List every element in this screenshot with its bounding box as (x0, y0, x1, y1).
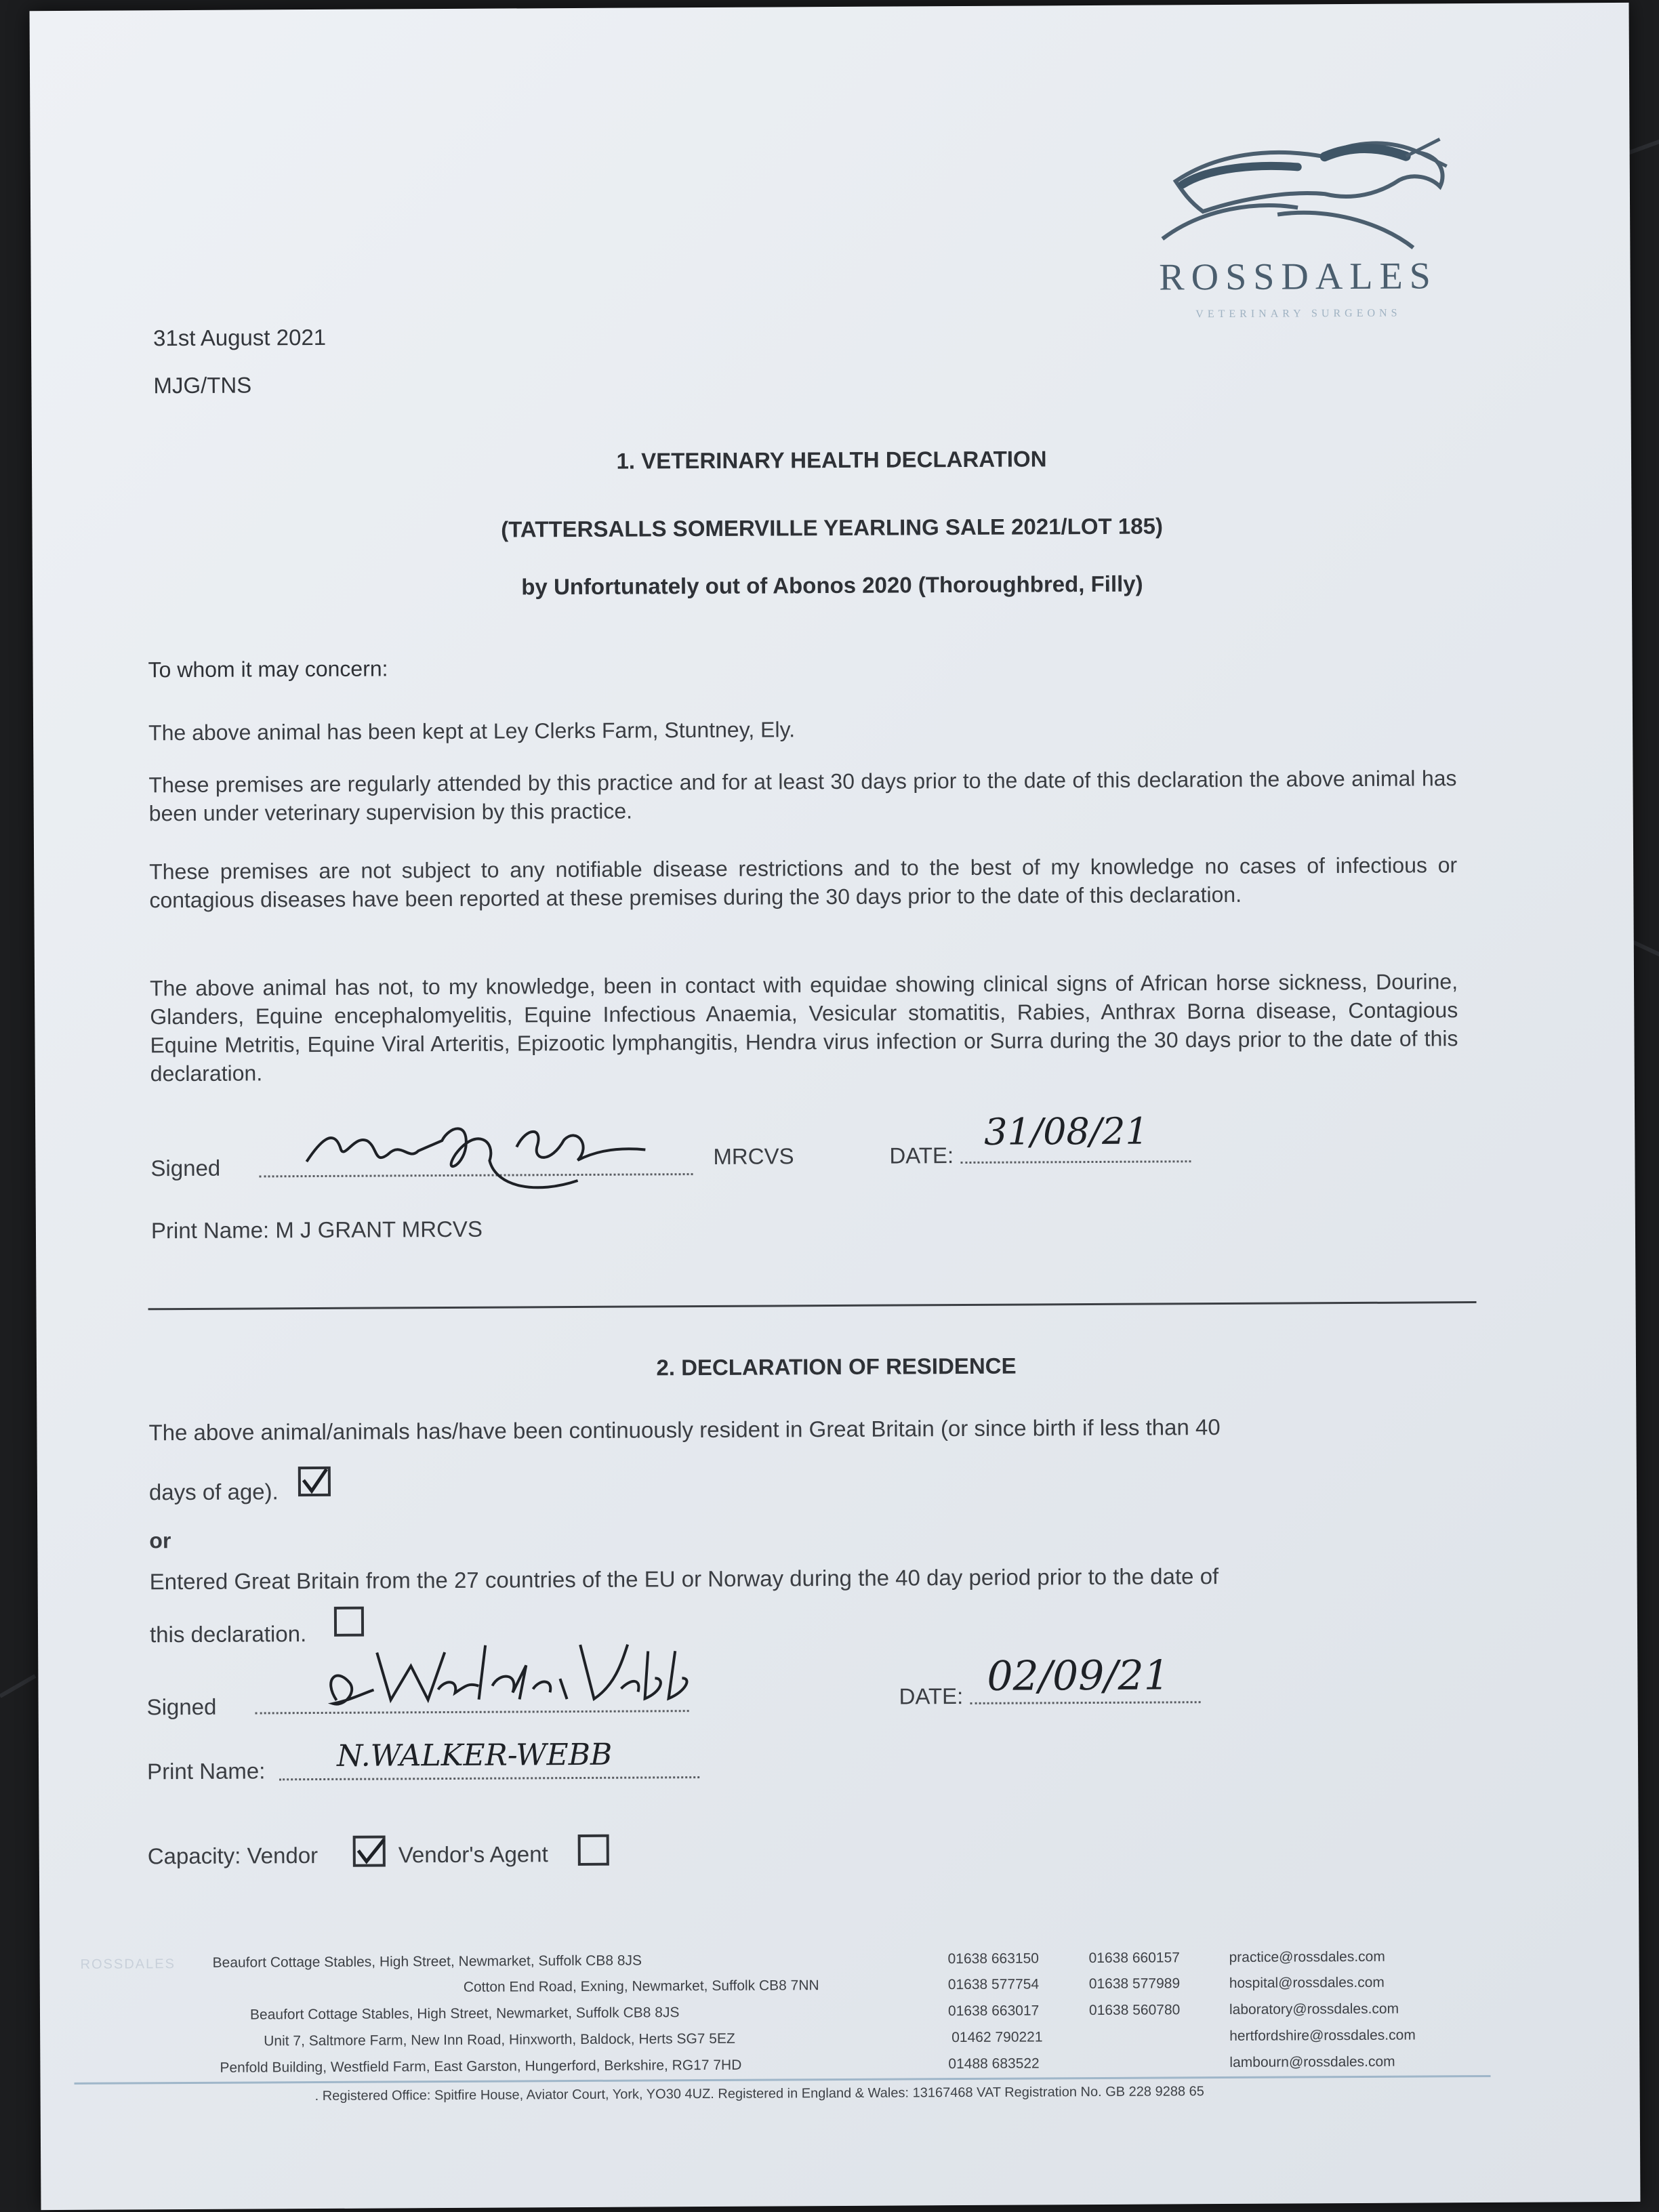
footer-email-2[interactable]: hospital@rossdales.com (1229, 1974, 1385, 1991)
capacity-vendor-label: Capacity: Vendor (147, 1843, 319, 1869)
company-tagline: VETERINARY SURGEONS (1195, 307, 1401, 321)
paragraph-supervision: These premises are regularly attended by this practice and for at least 30 days prior to the date of this declaration the above animal has been under veterinary supervision by this practice. (148, 766, 1457, 826)
vet-signature (293, 1099, 673, 1195)
vendor-signature (295, 1624, 716, 1721)
paragraph-contact-diseases: The above animal has not, to my knowledge, been in contact with equidae showing clinical signs of African horse sickness, Dourine, Glanders, Equine encephalomyelitis, Equine Infectious Anaemia, Vesicular stomatitis, Rabies, Anthrax Borna disease, Contagious Equine Metritis, Equine Viral Arteritis, Epizootic lymphangitis, Hendra virus infection or Surra during the 30 days prior to the date of this declaration. (149, 969, 1458, 1086)
residence-option2-line2: this declaration. (149, 1621, 307, 1647)
footer-divider (75, 2075, 1491, 2085)
paragraph-premises: The above animal has been kept at Ley Clerks Farm, Stuntney, Ely. (148, 717, 796, 745)
letter-reference: MJG/TNS (153, 372, 252, 398)
footer-tel1-2: 01638 577754 (947, 1976, 1040, 1993)
section-divider (148, 1301, 1477, 1310)
footer-email-5[interactable]: lambourn@rossdales.com (1229, 2053, 1395, 2070)
section1-date-label: DATE: (889, 1143, 954, 1168)
document-page (30, 3, 1641, 2210)
footer-faint-branding: ROSSDALES (80, 1957, 176, 1972)
section2-date-line (970, 1701, 1201, 1704)
footer-address-4: Unit 7, Saltmore Farm, New Inn Road, Hinxworth, Baldock, Herts SG7 5EZ (264, 2030, 735, 2049)
paragraph-disease-restrictions: These premises are not subject to any notifiable disease restrictions and to the best of my knowledge no cases of infectious or contagious diseases have been reported at these premises during the 30 days prior to the date of this declaration. (149, 853, 1458, 913)
footer-tel2-3: 01638 560780 (1088, 2002, 1181, 2019)
section1-print-name: Print Name: M J GRANT MRCVS (150, 1216, 483, 1244)
company-name: ROSSDALES (1159, 255, 1438, 299)
vendor-agent-label: Vendor's Agent (398, 1841, 548, 1868)
footer-tel1-1: 01638 663150 (947, 1950, 1039, 1967)
residence-option1-line2: days of age). (148, 1479, 279, 1505)
footer-tel1-4: 01462 790221 (951, 2029, 1043, 2046)
section2-date-label: DATE: (899, 1683, 964, 1709)
residence-option1-line1: The above animal/animals has/have been continuously resident in Great Britain (or since birth if less than 40 (148, 1414, 1221, 1446)
section2-title: 2. DECLARATION OF RESIDENCE (656, 1353, 1017, 1380)
checkmark-icon (298, 1467, 331, 1496)
residence-option1-checkbox[interactable] (298, 1467, 331, 1496)
section2-print-name-line (279, 1776, 699, 1780)
section2-print-name-value: N.WALKER-WEBB (336, 1737, 613, 1774)
section2-signed-label: Signed (146, 1694, 217, 1720)
section1-animal: by Unfortunately out of Abonos 2020 (Thoroughbred, Filly) (521, 571, 1143, 600)
section1-date-value: 31/08/21 (984, 1109, 1149, 1153)
horse-logo-icon (1121, 125, 1474, 263)
section2-date-value: 02/09/21 (987, 1652, 1170, 1700)
footer-email-3[interactable]: laboratory@rossdales.com (1229, 2001, 1399, 2018)
footer-email-1[interactable]: practice@rossdales.com (1229, 1948, 1385, 1965)
salutation: To whom it may concern: (148, 656, 388, 682)
footer-tel2-1: 01638 660157 (1088, 1950, 1180, 1967)
footer-address-5: Penfold Building, Westfield Farm, East Garston, Hungerford, Berkshire, RG17 7HD (220, 2057, 742, 2076)
section1-subtitle: (TATTERSALLS SOMERVILLE YEARLING SALE 2021/LOT 185) (501, 513, 1163, 542)
footer-address-3: Beaufort Cottage Stables, High Street, Newmarket, Suffolk CB8 8JS (249, 2005, 680, 2023)
section1-title: 1. VETERINARY HEALTH DECLARATION (616, 446, 1047, 474)
mrcvs-label: MRCVS (713, 1143, 794, 1169)
section2-print-name-label: Print Name: (147, 1758, 266, 1784)
vendor-checkbox[interactable] (353, 1835, 386, 1866)
checkmark-icon (353, 1835, 387, 1868)
footer-address-2: Cotton End Road, Exning, Newmarket, Suffolk CB8 7NN (463, 1978, 819, 1995)
footer-registered-office: . Registered Office: Spitfire House, Aviator Court, York, YO30 4UZ. Registered in England & Wales: 13167468 VAT Registration No. GB 228 9288 65 (314, 2084, 1204, 2104)
or-label: or (149, 1528, 171, 1553)
letter-date: 31st August 2021 (152, 324, 327, 351)
residence-option2-line1: Entered Great Britain from the 27 countries of the EU or Norway during the 40 day period prior to the date of (149, 1563, 1219, 1595)
footer-tel1-5: 01488 683522 (948, 2055, 1040, 2072)
backdrop-stripe (0, 1674, 36, 1698)
section1-signed-label: Signed (150, 1155, 221, 1181)
company-logo (1121, 125, 1475, 344)
footer-address-1: Beaufort Cottage Stables, High Street, Newmarket, Suffolk CB8 8JS (212, 1952, 642, 1971)
vendor-agent-checkbox[interactable] (578, 1835, 609, 1866)
footer-tel2-2: 01638 577989 (1088, 1975, 1181, 1992)
footer-tel1-3: 01638 663017 (947, 2003, 1040, 2020)
footer-email-4[interactable]: hertfordshire@rossdales.com (1229, 2027, 1416, 2044)
section1-date-line (960, 1160, 1191, 1164)
